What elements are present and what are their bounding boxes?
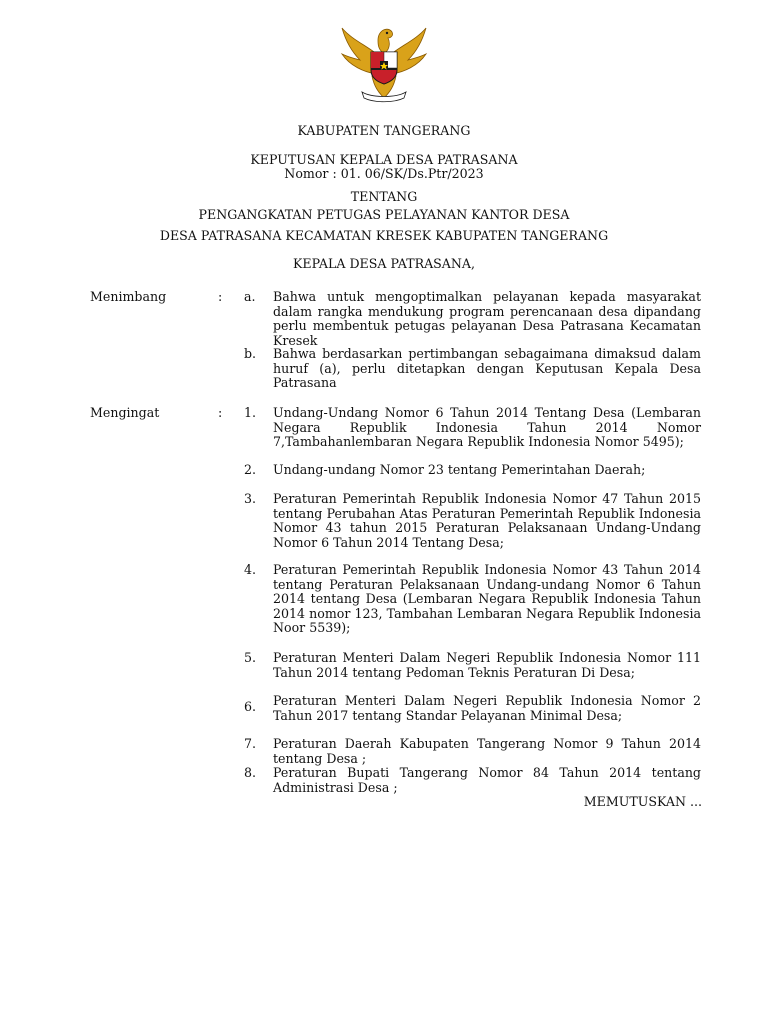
- mengingat-label: Mengingat: [90, 405, 160, 420]
- mengingat-item-6: Peraturan Menteri Dalam Negeri Republik Indonesia Nomor 2 Tahun 2017 tentang Standar Pelayanan Minimal Desa;: [273, 693, 701, 723]
- decree-title: KEPUTUSAN KEPALA DESA PATRASANA: [250, 152, 518, 167]
- continuation-text: MEMUTUSKAN ...: [583, 794, 702, 809]
- mengingat-marker-7: 7.: [244, 736, 257, 751]
- subject-line-2: DESA PATRASANA KECAMATAN KRESEK KABUPATEN TANGERANG: [159, 228, 609, 243]
- menimbang-marker-b: b.: [244, 346, 257, 361]
- garuda-pancasila-emblem-icon: [338, 18, 430, 104]
- issuer-heading: KEPALA DESA PATRASANA,: [292, 256, 476, 271]
- mengingat-marker-6: 6.: [244, 699, 257, 714]
- mengingat-marker-8: 8.: [244, 765, 257, 780]
- decree-number: Nomor : 01. 06/SK/Ds.Ptr/2023: [284, 166, 484, 181]
- about-label: TENTANG: [350, 189, 418, 204]
- mengingat-item-4: Peraturan Pemerintah Republik Indonesia Nomor 43 Tahun 2014 tentang Peraturan Pelaksanaan Undang-undang Nomor 6 Tahun 2014 tentang Desa (Lembaran Negara Republik Indonesia Tahun 2014 nomor 123, Tambahan Lembaran Negara Republik Indonesia Noor 5539);: [273, 562, 701, 635]
- mengingat-colon: :: [218, 405, 223, 420]
- mengingat-item-8: Peraturan Bupati Tangerang Nomor 84 Tahun 2014 tentang Administrasi Desa ;: [273, 765, 701, 795]
- menimbang-item-a: Bahwa untuk mengoptimalkan pelayanan kepada masyarakat dalam rangka mendukung program perencanaan desa dipandang perlu membentuk petugas pelayanan Desa Patrasana Kecamatan Kresek: [273, 289, 701, 348]
- mengingat-marker-4: 4.: [244, 562, 257, 577]
- subject-line-1: PENGANGKATAN PETUGAS PELAYANAN KANTOR DESA: [198, 207, 570, 222]
- menimbang-item-b: Bahwa berdasarkan pertimbangan sebagaimana dimaksud dalam huruf (a), perlu ditetapkan dengan Keputusan Kepala Desa Patrasana: [273, 346, 701, 390]
- mengingat-marker-3: 3.: [244, 491, 257, 506]
- mengingat-item-2: Undang-undang Nomor 23 tentang Pemerintahan Daerah;: [273, 462, 646, 477]
- menimbang-colon: :: [218, 289, 223, 304]
- mengingat-marker-5: 5.: [244, 650, 257, 665]
- mengingat-item-7: Peraturan Daerah Kabupaten Tangerang Nomor 9 Tahun 2014 tentang Desa ;: [273, 736, 701, 766]
- mengingat-marker-1: 1.: [244, 405, 257, 420]
- regency-heading: KABUPATEN TANGERANG: [297, 123, 471, 138]
- mengingat-item-5: Peraturan Menteri Dalam Negeri Republik Indonesia Nomor 111 Tahun 2014 tentang Pedoman Teknis Peraturan Di Desa;: [273, 650, 701, 680]
- mengingat-marker-2: 2.: [244, 462, 257, 477]
- mengingat-item-3: Peraturan Pemerintah Republik Indonesia Nomor 47 Tahun 2015 tentang Perubahan Atas Peraturan Pemerintah Republik Indonesia Nomor 43 tahun 2015 Peraturan Pelaksanaan Undang-Undang Nomor 6 Tahun 2014 Tentang Desa;: [273, 491, 701, 550]
- menimbang-marker-a: a.: [244, 289, 256, 304]
- mengingat-item-1: Undang-Undang Nomor 6 Tahun 2014 Tentang Desa (Lembaran Negara Republik Indonesia Tahun 2014 Nomor 7,Tambahanlembaran Negara Republik Indonesia Nomor 5495);: [273, 405, 701, 449]
- menimbang-label: Menimbang: [90, 289, 167, 304]
